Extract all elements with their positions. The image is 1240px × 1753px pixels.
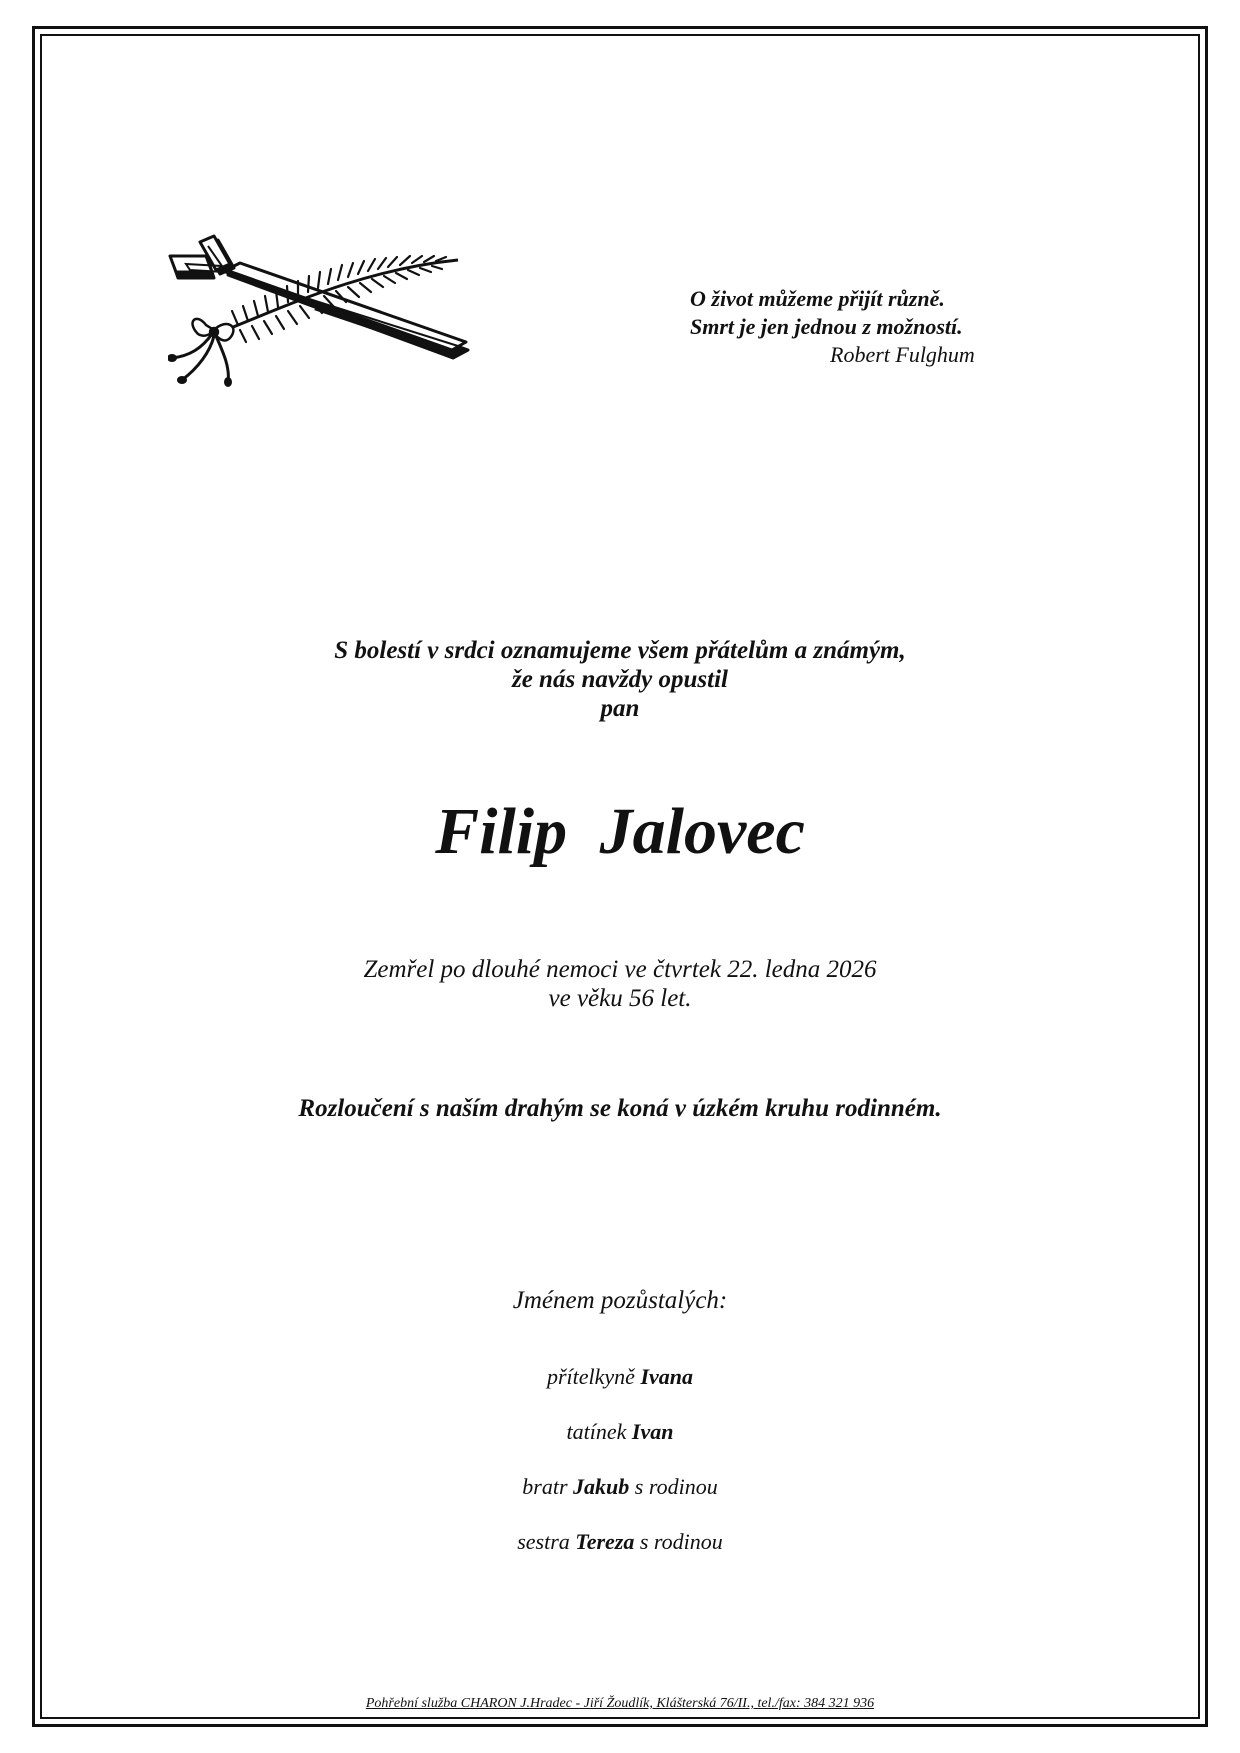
cross-with-palm-icon <box>168 230 518 400</box>
mourner-suffix: s rodinou <box>634 1474 718 1499</box>
list-item <box>40 1527 1200 1582</box>
mourners-list <box>40 1362 1200 1582</box>
quote-line-2: Smrt je jen jednou z možností. <box>690 314 963 339</box>
mourner-relation: přítelkyně <box>546 1364 635 1389</box>
announcement-line-1: S bolestí v srdci oznamujeme všem přátelům a známým, <box>334 637 906 664</box>
quote-block <box>690 285 1050 369</box>
death-info <box>40 955 1200 1013</box>
list-item <box>40 1362 1200 1417</box>
mourner-name: Ivana <box>640 1364 694 1389</box>
quote-author: Robert Fulghum <box>830 342 975 367</box>
mourner-suffix: s rodinou <box>639 1529 723 1554</box>
mourner-name: Jakub <box>573 1474 630 1499</box>
announcement-line-3: pan <box>600 695 640 722</box>
death-info-line-2: ve věku 56 let. <box>548 985 692 1012</box>
mourner-name: Tereza <box>575 1529 635 1554</box>
deceased-name: Filip Jalovec <box>435 795 805 868</box>
list-item <box>40 1472 1200 1527</box>
mourner-name: Ivan <box>631 1419 674 1444</box>
mourner-relation: sestra <box>517 1529 570 1554</box>
announcement-line-2: že nás navždy opustil <box>511 666 728 693</box>
mourner-relation: bratr <box>522 1474 568 1499</box>
announcement <box>40 636 1200 723</box>
footer-text: Pohřební služba CHARON J.Hradec - Jiří Žoudlík, Klášterská 76/II., tel./fax: 384 321 936 <box>365 1696 875 1711</box>
quote-line-1: O život můžeme přijít různě. <box>690 286 945 311</box>
mourner-relation: tatínek <box>566 1419 627 1444</box>
death-info-line-1: Zemřel po dlouhé nemoci ve čtvrtek 22. ledna 2026 <box>363 956 877 983</box>
behalf-heading: Jménem pozůstalých: <box>512 1287 728 1314</box>
list-item <box>40 1417 1200 1472</box>
farewell-note: Rozloučení s naším drahým se koná v úzkém kruhu rodinném. <box>298 1095 942 1122</box>
funeral-service-footer <box>40 1695 1200 1713</box>
